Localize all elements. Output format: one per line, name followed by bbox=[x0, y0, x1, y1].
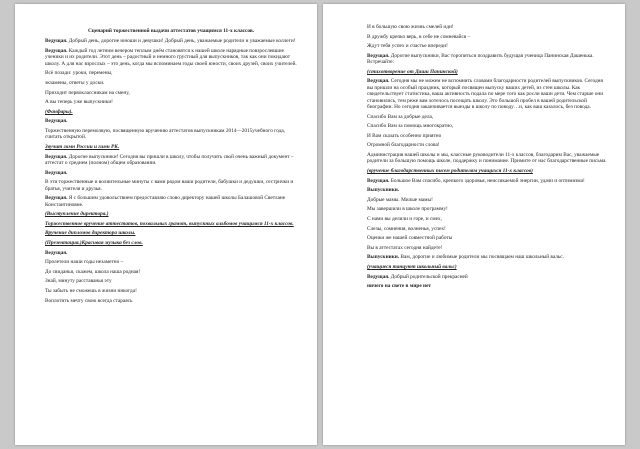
paragraph bbox=[367, 274, 607, 280]
paragraph bbox=[45, 179, 297, 192]
paragraph bbox=[45, 230, 297, 236]
stage-direction: (стихотворение от Даши Панинской) bbox=[367, 68, 458, 75]
right-page-content bbox=[367, 24, 607, 293]
paragraph-text: Администрация нашей школы и мы, классные руководители 11-х классов, благодарим Вас, уважаемые родители за большую помощь школе, поддержку и понимание. Примите от нас благодарственные письма. bbox=[367, 151, 607, 165]
paragraph bbox=[45, 118, 297, 124]
paragraph bbox=[367, 78, 607, 110]
paragraph-text: Торжественную перемолвую, посвященную вручению аттестатов выпускникам 2014—2015учебного года, считать открытой. bbox=[45, 127, 286, 141]
paragraph-text: экзамены, ответы у доски. bbox=[45, 80, 105, 86]
left-page-content bbox=[45, 28, 297, 307]
paragraph bbox=[45, 170, 297, 176]
paragraph bbox=[367, 283, 607, 289]
paragraph bbox=[367, 142, 607, 148]
paragraph-text: В эти торжественные и волнительные минуты с вами рядом ваши родители, бабушки и дедушки, сестрички и братья, учителя и друзья. bbox=[45, 179, 294, 192]
speaker-label: Ведущая. bbox=[367, 78, 390, 85]
paragraph bbox=[45, 109, 297, 115]
stage-direction: (Выступление директора.) bbox=[45, 211, 109, 218]
paragraph-text: Спасибо Вам за добрые дела, bbox=[367, 113, 434, 120]
paragraph bbox=[45, 269, 297, 275]
speaker-label: Ведущая. bbox=[367, 177, 390, 184]
paragraph bbox=[367, 24, 607, 30]
paragraph bbox=[367, 197, 607, 203]
paragraph bbox=[45, 259, 297, 265]
stage-direction: Вручение дипломов директора школы. bbox=[45, 230, 136, 237]
paragraph bbox=[367, 69, 607, 75]
paragraph bbox=[45, 288, 297, 294]
paragraph bbox=[45, 250, 297, 256]
stage-direction: Звучит гимн России и гимн РК. bbox=[45, 143, 120, 150]
paragraph-text: Слезы, сомнения, волненья, успех! bbox=[367, 225, 446, 232]
paragraph-text: Пролетели наши годы незаметно – bbox=[45, 259, 124, 266]
paragraph bbox=[45, 38, 297, 44]
speaker-label: Ведущая. bbox=[45, 48, 68, 54]
paragraph bbox=[45, 221, 297, 227]
paragraph bbox=[367, 43, 607, 49]
paragraph bbox=[45, 154, 297, 167]
paragraph bbox=[45, 298, 297, 304]
paragraph bbox=[367, 226, 607, 232]
paragraph bbox=[367, 254, 607, 260]
paragraph-text: Дорогие выпускники, Вас торопиться поздравить будущая ученица Панинская Дашенька. Встречайте: bbox=[367, 52, 594, 66]
paragraph bbox=[45, 128, 297, 141]
paragraph bbox=[45, 211, 297, 217]
paragraph-text: Приходит первоклассникам на смену, bbox=[45, 89, 130, 96]
paragraph-text: Знай, минуту расставанья эту bbox=[45, 278, 112, 285]
paragraph bbox=[45, 90, 297, 96]
speaker-label: Выпускники. bbox=[367, 187, 400, 194]
paragraph bbox=[45, 80, 297, 86]
speaker-label: Ведущая. bbox=[45, 249, 68, 256]
paragraph bbox=[45, 70, 297, 76]
speaker-label: Ведущая. bbox=[45, 169, 68, 176]
paragraph bbox=[367, 53, 607, 66]
paragraph-text: Сегодня мы не можем не вспомнить словами благодарности родителей выпускников. Сегодня вы пришли на особый праздник, который посвящен выпуску ваших детей, из стен школы. Как свидетельствует статистика, ваша активность подала по мере того как росли ваши дети. Чем старше они становились, тем реже вам хотелось посещать школу. Это большой пробел в вашей родительской биографии. Но сегодня заканчивается выезды в школу по поводу…и, как ваш казалось, без повода. bbox=[367, 78, 604, 110]
paragraph bbox=[45, 195, 297, 208]
paragraph bbox=[367, 206, 607, 212]
paragraph-text: До свиданья, скажем, школа наша родная! bbox=[45, 268, 141, 275]
paragraph-text: И Вам сказать особенно приятно bbox=[367, 132, 442, 139]
paragraph-text: Огромной благодарности слова! bbox=[367, 142, 440, 149]
paragraph bbox=[367, 264, 607, 270]
stage-direction: Торжественное вручение аттестатов, похвальных грамот, выпускных альбомов учащимся 11-х классов. bbox=[45, 220, 294, 227]
paragraph-text: Добрый день, дорогие юноши и девушки! Добрый день, уважаемые родители и уважаемые коллеги! bbox=[68, 38, 296, 45]
speaker-label: ничего на свете в мире нет bbox=[367, 283, 432, 290]
paragraph-text: С нами вы делили и горе, и смех, bbox=[367, 215, 442, 222]
paragraph bbox=[367, 235, 607, 241]
stage-direction: (учащиеся танцуют школьный вальс) bbox=[367, 263, 457, 270]
paragraph-text: Каждый год летним вечером теплым днём становятся к нашей школе нарядные повзрослевшие ученики и их родители. Этот день – радостный и немного грустный для выпускников, так как они покидают школу. А для нас взрослых – это день, когда мы вспоминаем годы своей юности, своих друзей, своих учителей. bbox=[45, 48, 297, 67]
paragraph-text: Добрый родительской прекрасней bbox=[390, 273, 468, 280]
paragraph bbox=[45, 48, 297, 67]
paragraph bbox=[367, 114, 607, 120]
speaker-label: Ведущая. bbox=[45, 195, 68, 202]
paragraph bbox=[367, 152, 607, 165]
paragraph-text: Оценки же нашей совместной работы bbox=[367, 235, 453, 242]
paragraph-text: Спасибо Вам за помощь многократно, bbox=[367, 123, 454, 130]
paragraph-text: Большое Вам спасибо, крепкого здоровья, неиссякаемой энергии, удачи и оптимизма! bbox=[390, 177, 585, 184]
paragraph-text: Мы завершили в школе программу! bbox=[367, 206, 448, 213]
paragraph bbox=[367, 178, 607, 184]
speaker-label: Ведущая. bbox=[367, 52, 390, 59]
paragraph bbox=[367, 245, 607, 251]
stage-direction: (Фанфары). bbox=[45, 108, 73, 115]
document-title: Сценарий торжественной выдачи аттестатов учащимся 11-х классов. bbox=[87, 28, 255, 34]
speaker-label: Выпускники. bbox=[367, 254, 400, 261]
paragraph-text: Всё позади: уроки, перемены, bbox=[45, 70, 113, 77]
paragraph bbox=[45, 99, 297, 105]
paragraph bbox=[367, 216, 607, 222]
paragraph-text: И в большую свою жизнь смелей иди! bbox=[367, 24, 454, 30]
paragraph-text: Вы в аттестатах сегодня найдете! bbox=[367, 244, 443, 251]
paragraph-text: Воплотить мечту свою всегда стараясь bbox=[45, 297, 133, 304]
speaker-label: Ведущая. bbox=[367, 273, 390, 280]
paragraph bbox=[45, 144, 297, 150]
paragraph bbox=[367, 168, 607, 174]
paragraph bbox=[45, 240, 297, 246]
paragraph bbox=[45, 278, 297, 284]
paragraph-text: Ждут тебя успех и счастье впереди! bbox=[367, 43, 448, 50]
paragraph bbox=[367, 123, 607, 129]
stage-direction: (Презентация.)Красивая музыка без слов. bbox=[45, 239, 143, 246]
paragraph-text: Добрые мамы. Милые мамы! bbox=[367, 196, 433, 203]
paragraph-text: Дорогие выпускники! Сегодня вы пришли в школу, чтобы получить свой очень важный документ – аттестат о среднем (полном) общем образовании. bbox=[45, 153, 294, 166]
paragraph-text: Я с большим удовольствием предоставляю слово директору нашей школы Балашовой Светлане Константиновне. bbox=[45, 195, 286, 208]
document-page-left bbox=[15, 4, 317, 445]
speaker-label: Ведущая. bbox=[45, 118, 68, 125]
stage-direction: (вручение благодарственных писем родителям учащихся 11-х классов) bbox=[367, 167, 533, 174]
document-page-right bbox=[323, 4, 625, 445]
paragraph bbox=[367, 187, 607, 193]
speaker-label: Ведущая. bbox=[45, 38, 68, 45]
paragraph-text: Вам, дорогие и любимые родители мы посвящаем наш школьный вальс. bbox=[400, 254, 564, 261]
paragraph-text: А вы теперь уже выпускники! bbox=[45, 99, 113, 106]
speaker-label: Ведущая. bbox=[45, 153, 68, 160]
paragraph-text: Ты забыть не сможешь в жизни никогда! bbox=[45, 287, 137, 294]
paragraph-text: В дружбу крепко верь, в себе не сомневайся – bbox=[367, 33, 471, 40]
paragraph bbox=[367, 133, 607, 139]
paragraph bbox=[367, 34, 607, 40]
